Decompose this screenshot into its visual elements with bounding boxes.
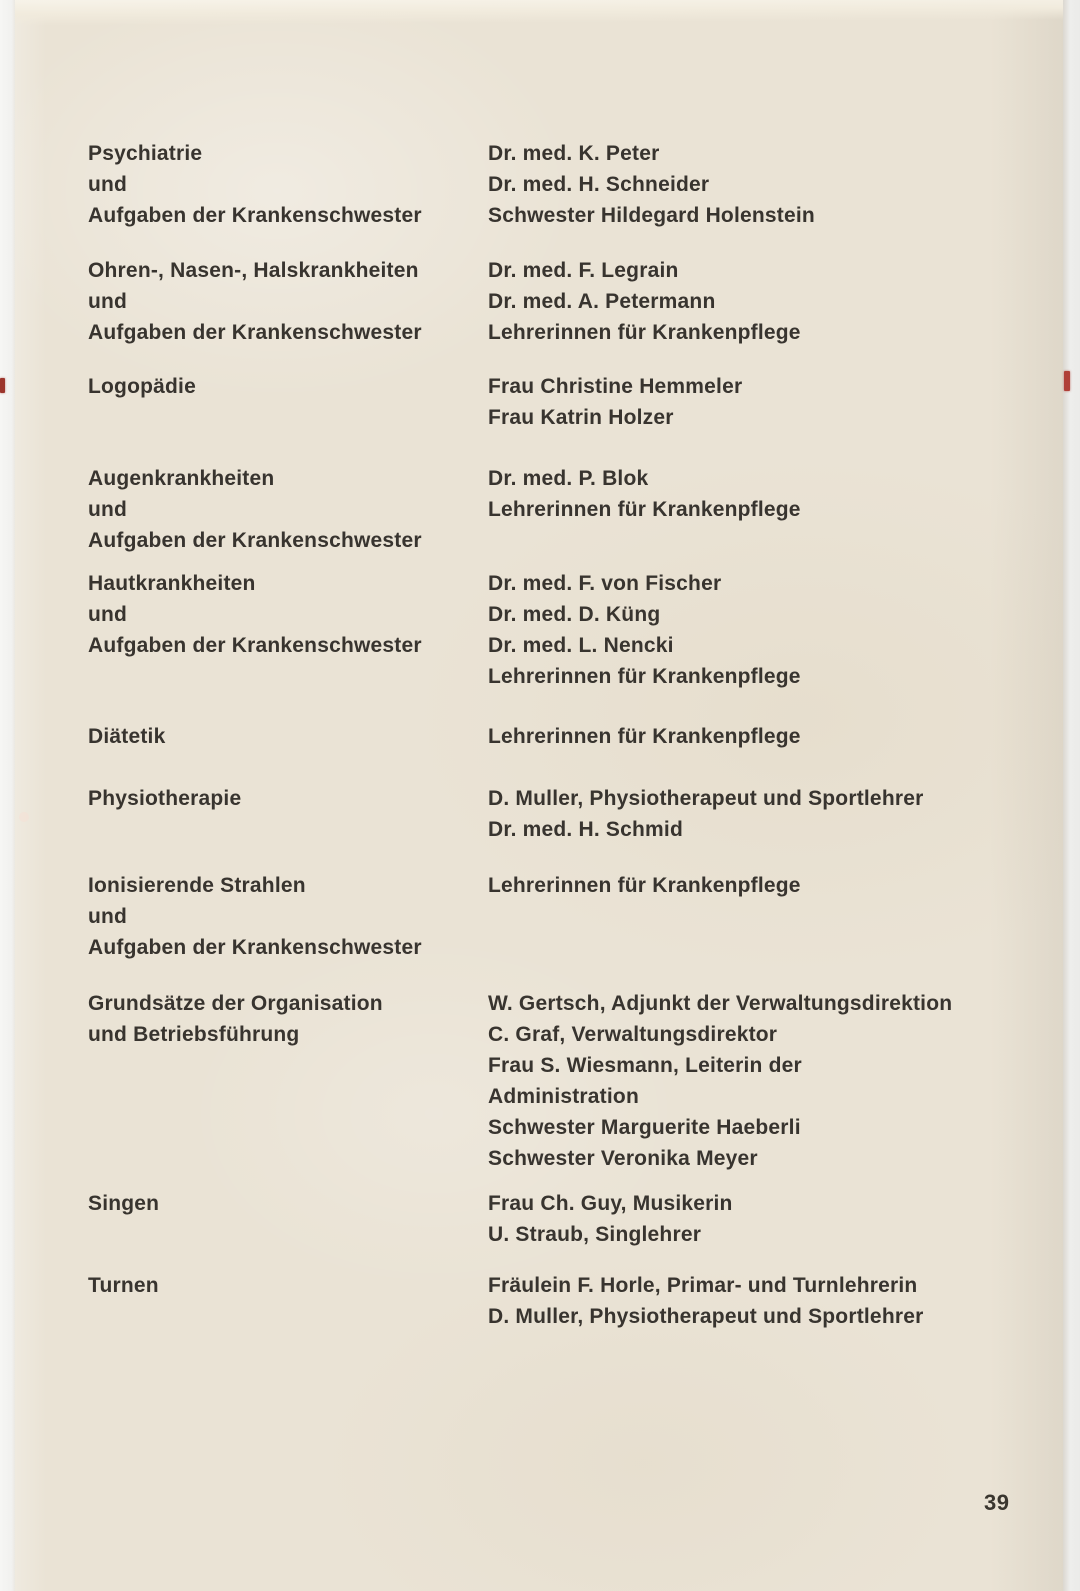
paper-top-edge [15, 0, 1063, 26]
staff-column [488, 870, 1048, 901]
subject-column [88, 721, 488, 752]
staff-column [488, 463, 1048, 525]
staff-line: Frau Katrin Holzer [488, 406, 674, 429]
section-row [88, 1188, 1048, 1250]
subject-line: Psychiatrie [88, 142, 203, 165]
staff-line: Lehrerinnen für Krankenpflege [488, 321, 801, 344]
staff-line: Dr. med. K. Peter [488, 142, 660, 165]
staff-column [488, 568, 1048, 692]
staff-line: Administration [488, 1085, 639, 1108]
subject-line: und [88, 290, 128, 313]
section-row [88, 783, 1048, 845]
staff-column [488, 1270, 1048, 1332]
subject-line: und [88, 905, 128, 928]
subject-line: Singen [88, 1192, 160, 1215]
staff-line: C. Graf, Verwaltungsdirektor [488, 1023, 778, 1046]
staff-line: Lehrerinnen für Krankenpflege [488, 665, 801, 688]
subject-line: Grundsätze der Organisation [88, 992, 383, 1015]
subject-column [88, 138, 488, 231]
subject-column [88, 568, 488, 661]
subject-line: Augenkrankheiten [88, 467, 275, 490]
staff-line: D. Muller, Physiotherapeut und Sportlehrer [488, 787, 924, 810]
scanner-background-right [1062, 0, 1080, 1591]
staff-column [488, 138, 1048, 231]
page-number: 39 [984, 1490, 1010, 1515]
subject-line: und Betriebsführung [88, 1023, 300, 1046]
paper-blemish [19, 812, 29, 822]
subject-column [88, 988, 488, 1050]
subject-line: Aufgaben der Krankenschwester [88, 529, 422, 552]
subject-column [88, 255, 488, 348]
subject-line: und [88, 498, 128, 521]
section-row [88, 1270, 1048, 1332]
section-row [88, 721, 1048, 752]
staff-line: Schwester Veronika Meyer [488, 1147, 758, 1170]
subject-column [88, 463, 488, 556]
subject-line: und [88, 173, 128, 196]
staff-column [488, 988, 1048, 1174]
staff-line: U. Straub, Singlehrer [488, 1223, 702, 1246]
staff-line: Dr. med. H. Schneider [488, 173, 710, 196]
staff-line: Dr. med. F. Legrain [488, 259, 679, 282]
subject-line: Logopädie [88, 375, 196, 398]
staff-line: Frau S. Wiesmann, Leiterin der [488, 1054, 802, 1077]
red-ink-mark-left [0, 378, 5, 393]
staff-line: Dr. med. H. Schmid [488, 818, 683, 841]
subject-column [88, 870, 488, 963]
subject-line: Aufgaben der Krankenschwester [88, 321, 422, 344]
staff-column [488, 255, 1048, 348]
staff-line: Schwester Hildegard Holenstein [488, 204, 815, 227]
staff-line: Fräulein F. Horle, Primar- und Turnlehrerin [488, 1274, 918, 1297]
subject-column [88, 783, 488, 814]
subject-line: Ohren-, Nasen-, Halskrankheiten [88, 259, 419, 282]
section-row [88, 988, 1048, 1174]
staff-line: Lehrerinnen für Krankenpflege [488, 498, 801, 521]
staff-line: Frau Ch. Guy, Musikerin [488, 1192, 733, 1215]
subject-line: Aufgaben der Krankenschwester [88, 936, 422, 959]
staff-line: Dr. med. P. Blok [488, 467, 649, 490]
subject-line: Ionisierende Strahlen [88, 874, 306, 897]
staff-column [488, 783, 1048, 845]
staff-column [488, 1188, 1048, 1250]
section-row [88, 138, 1048, 231]
subject-line: Diätetik [88, 725, 166, 748]
section-row [88, 463, 1048, 556]
staff-column [488, 721, 1048, 752]
subject-line: Aufgaben der Krankenschwester [88, 204, 422, 227]
staff-line: Dr. med. L. Nencki [488, 634, 674, 657]
staff-line: W. Gertsch, Adjunkt der Verwaltungsdirektion [488, 992, 953, 1015]
staff-line: Schwester Marguerite Haeberli [488, 1116, 801, 1139]
staff-line: Dr. med. A. Petermann [488, 290, 716, 313]
subject-line: Aufgaben der Krankenschwester [88, 634, 422, 657]
staff-line: Lehrerinnen für Krankenpflege [488, 874, 801, 897]
staff-line: D. Muller, Physiotherapeut und Sportlehrer [488, 1305, 924, 1328]
subject-column [88, 1188, 488, 1219]
subject-line: Physiotherapie [88, 787, 242, 810]
staff-line: Dr. med. F. von Fischer [488, 572, 722, 595]
section-row [88, 568, 1048, 692]
subject-column [88, 1270, 488, 1301]
subject-column [88, 371, 488, 402]
staff-line: Frau Christine Hemmeler [488, 375, 743, 398]
subject-line: und [88, 603, 128, 626]
red-ink-mark-right [1064, 371, 1070, 391]
section-row [88, 371, 1048, 433]
staff-line: Lehrerinnen für Krankenpflege [488, 725, 801, 748]
staff-column [488, 371, 1048, 433]
subject-line: Hautkrankheiten [88, 572, 256, 595]
section-row [88, 255, 1048, 348]
subject-line: Turnen [88, 1274, 159, 1297]
staff-line: Dr. med. D. Küng [488, 603, 661, 626]
section-row [88, 870, 1048, 963]
